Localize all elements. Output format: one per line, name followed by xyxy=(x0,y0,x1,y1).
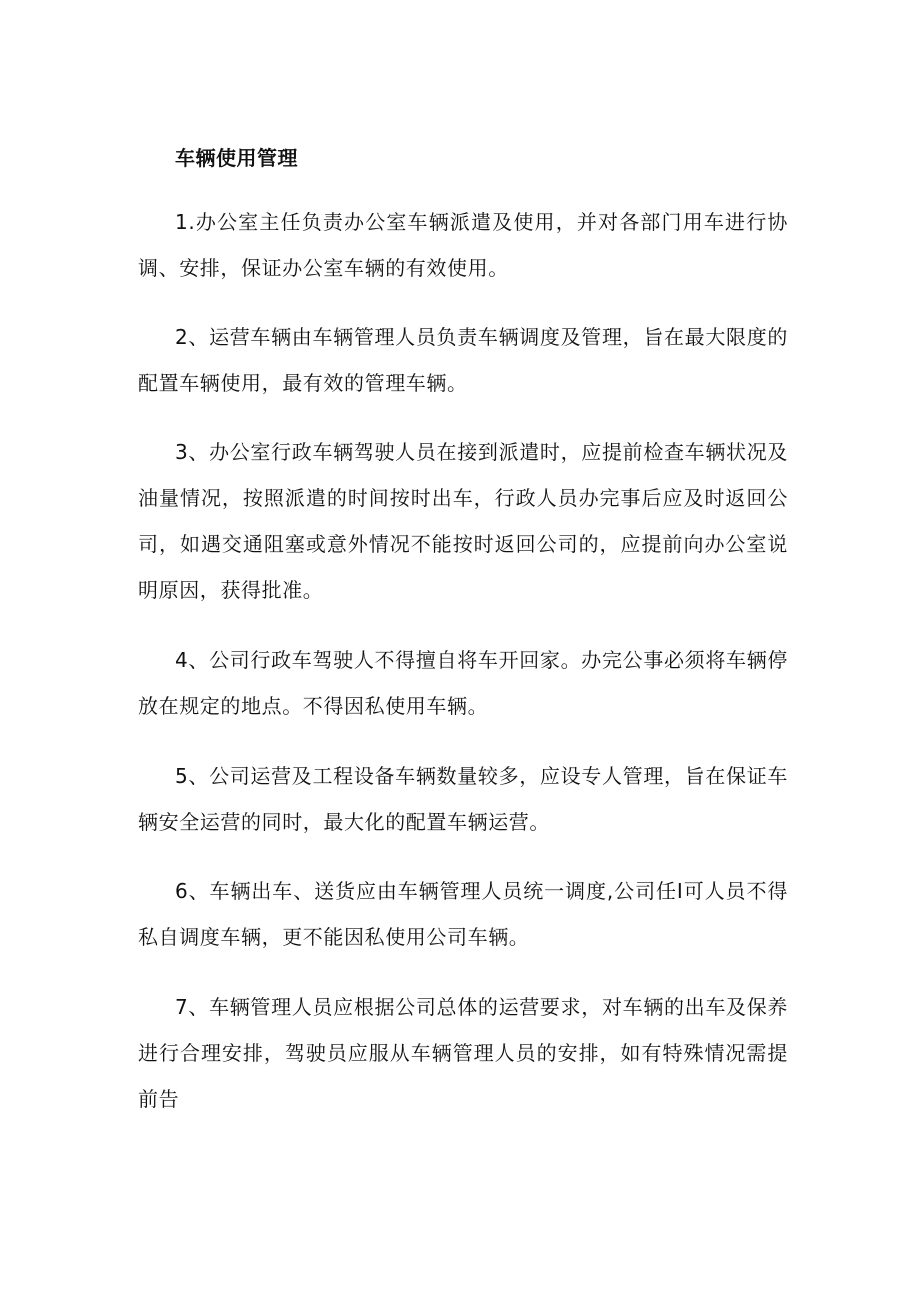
paragraph-5: 5、公司运营及工程设备车辆数量较多，应设专人管理，旨在保证车辆安全运营的同时，最大化的配置车辆运营。 xyxy=(138,764,788,834)
paragraph-7: 7、车辆管理人员应根据公司总体的运营要求，对车辆的出车及保养进行合理安排，驾驶员应服从车辆管理人员的安排，如有特殊情况需提前告 xyxy=(138,995,788,1111)
paragraph-6: 6、车辆出车、送货应由车辆管理人员统一调度,公司任I可人员不得私自调度车辆，更不能因私使用公司车辆。 xyxy=(138,879,788,949)
paragraph-2: 2、运营车辆由车辆管理人员负责车辆调度及管理，旨在最大限度的配置车辆使用，最有效的管理车辆。 xyxy=(138,325,788,395)
document-title: 车辆使用管理 xyxy=(175,146,298,170)
paragraph-3: 3、办公室行政车辆驾驶人员在接到派遣时，应提前检查车辆状况及油量情况，按照派遣的时间按时出车，行政人员办完事后应及时返回公司，如遇交通阻塞或意外情况不能按时返回公司的，应提前向办公室说明原因，获得批准。 xyxy=(138,440,788,602)
paragraph-4: 4、公司行政车驾驶人不得擅自将车开回家。办完公事必须将车辆停放在规定的地点。不得因私使用车辆。 xyxy=(138,648,788,718)
paragraph-1: 1.办公室主任负责办公室车辆派遣及使用，并对各部门用车进行协调、安排，保证办公室车辆的有效使用。 xyxy=(138,210,788,280)
